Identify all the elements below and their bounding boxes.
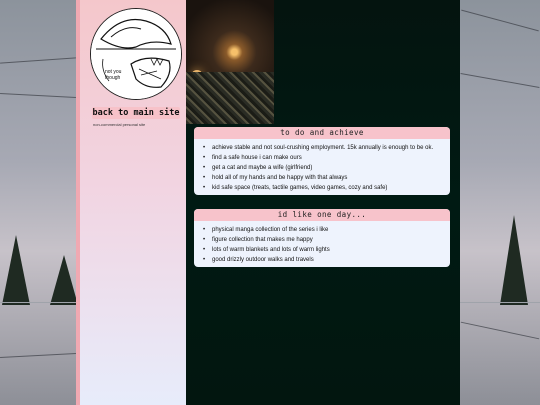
list-item: • physical manga collection of the series i like [212,225,450,235]
list-item: • achieve stable and not soul-crushing employment. 15k annually is enough to be ok. [212,143,450,153]
todo-list [194,143,450,193]
list-item: • hold all of my hands and be happy with that always [212,173,450,183]
list-item: • good drizzly outdoor walks and travels [212,255,450,265]
todo-card [194,127,450,195]
list-item: • get a cat and maybe a wife (girlfriend) [212,163,450,173]
background-sky-right [460,0,540,405]
sidebar [76,0,186,405]
list-item: • figure collection that makes me happy [212,235,450,245]
svg-text:though: though [105,75,121,81]
sidebar-note: non-commercial personal site [93,122,146,127]
todo-card-title: to do and achieve [194,127,450,139]
someday-card-title: id like one day... [194,209,450,221]
list-item: • kid safe space (treats, tactile games, video games, cozy and safe) [212,183,450,193]
avatar [90,8,182,100]
someday-card [194,209,450,267]
someday-list [194,225,450,265]
list-item: • lots of warm blankets and lots of warm lights [212,245,450,255]
back-to-main-site-link[interactable]: back to main site [92,108,180,118]
bed-blanket [186,72,274,124]
background-sky-left [0,0,76,405]
avatar-illustration-icon [91,9,181,99]
list-item: • find a safe house i can make ours [212,153,450,163]
avatar-caption: not you [105,69,122,75]
bedroom-photo [186,0,274,124]
